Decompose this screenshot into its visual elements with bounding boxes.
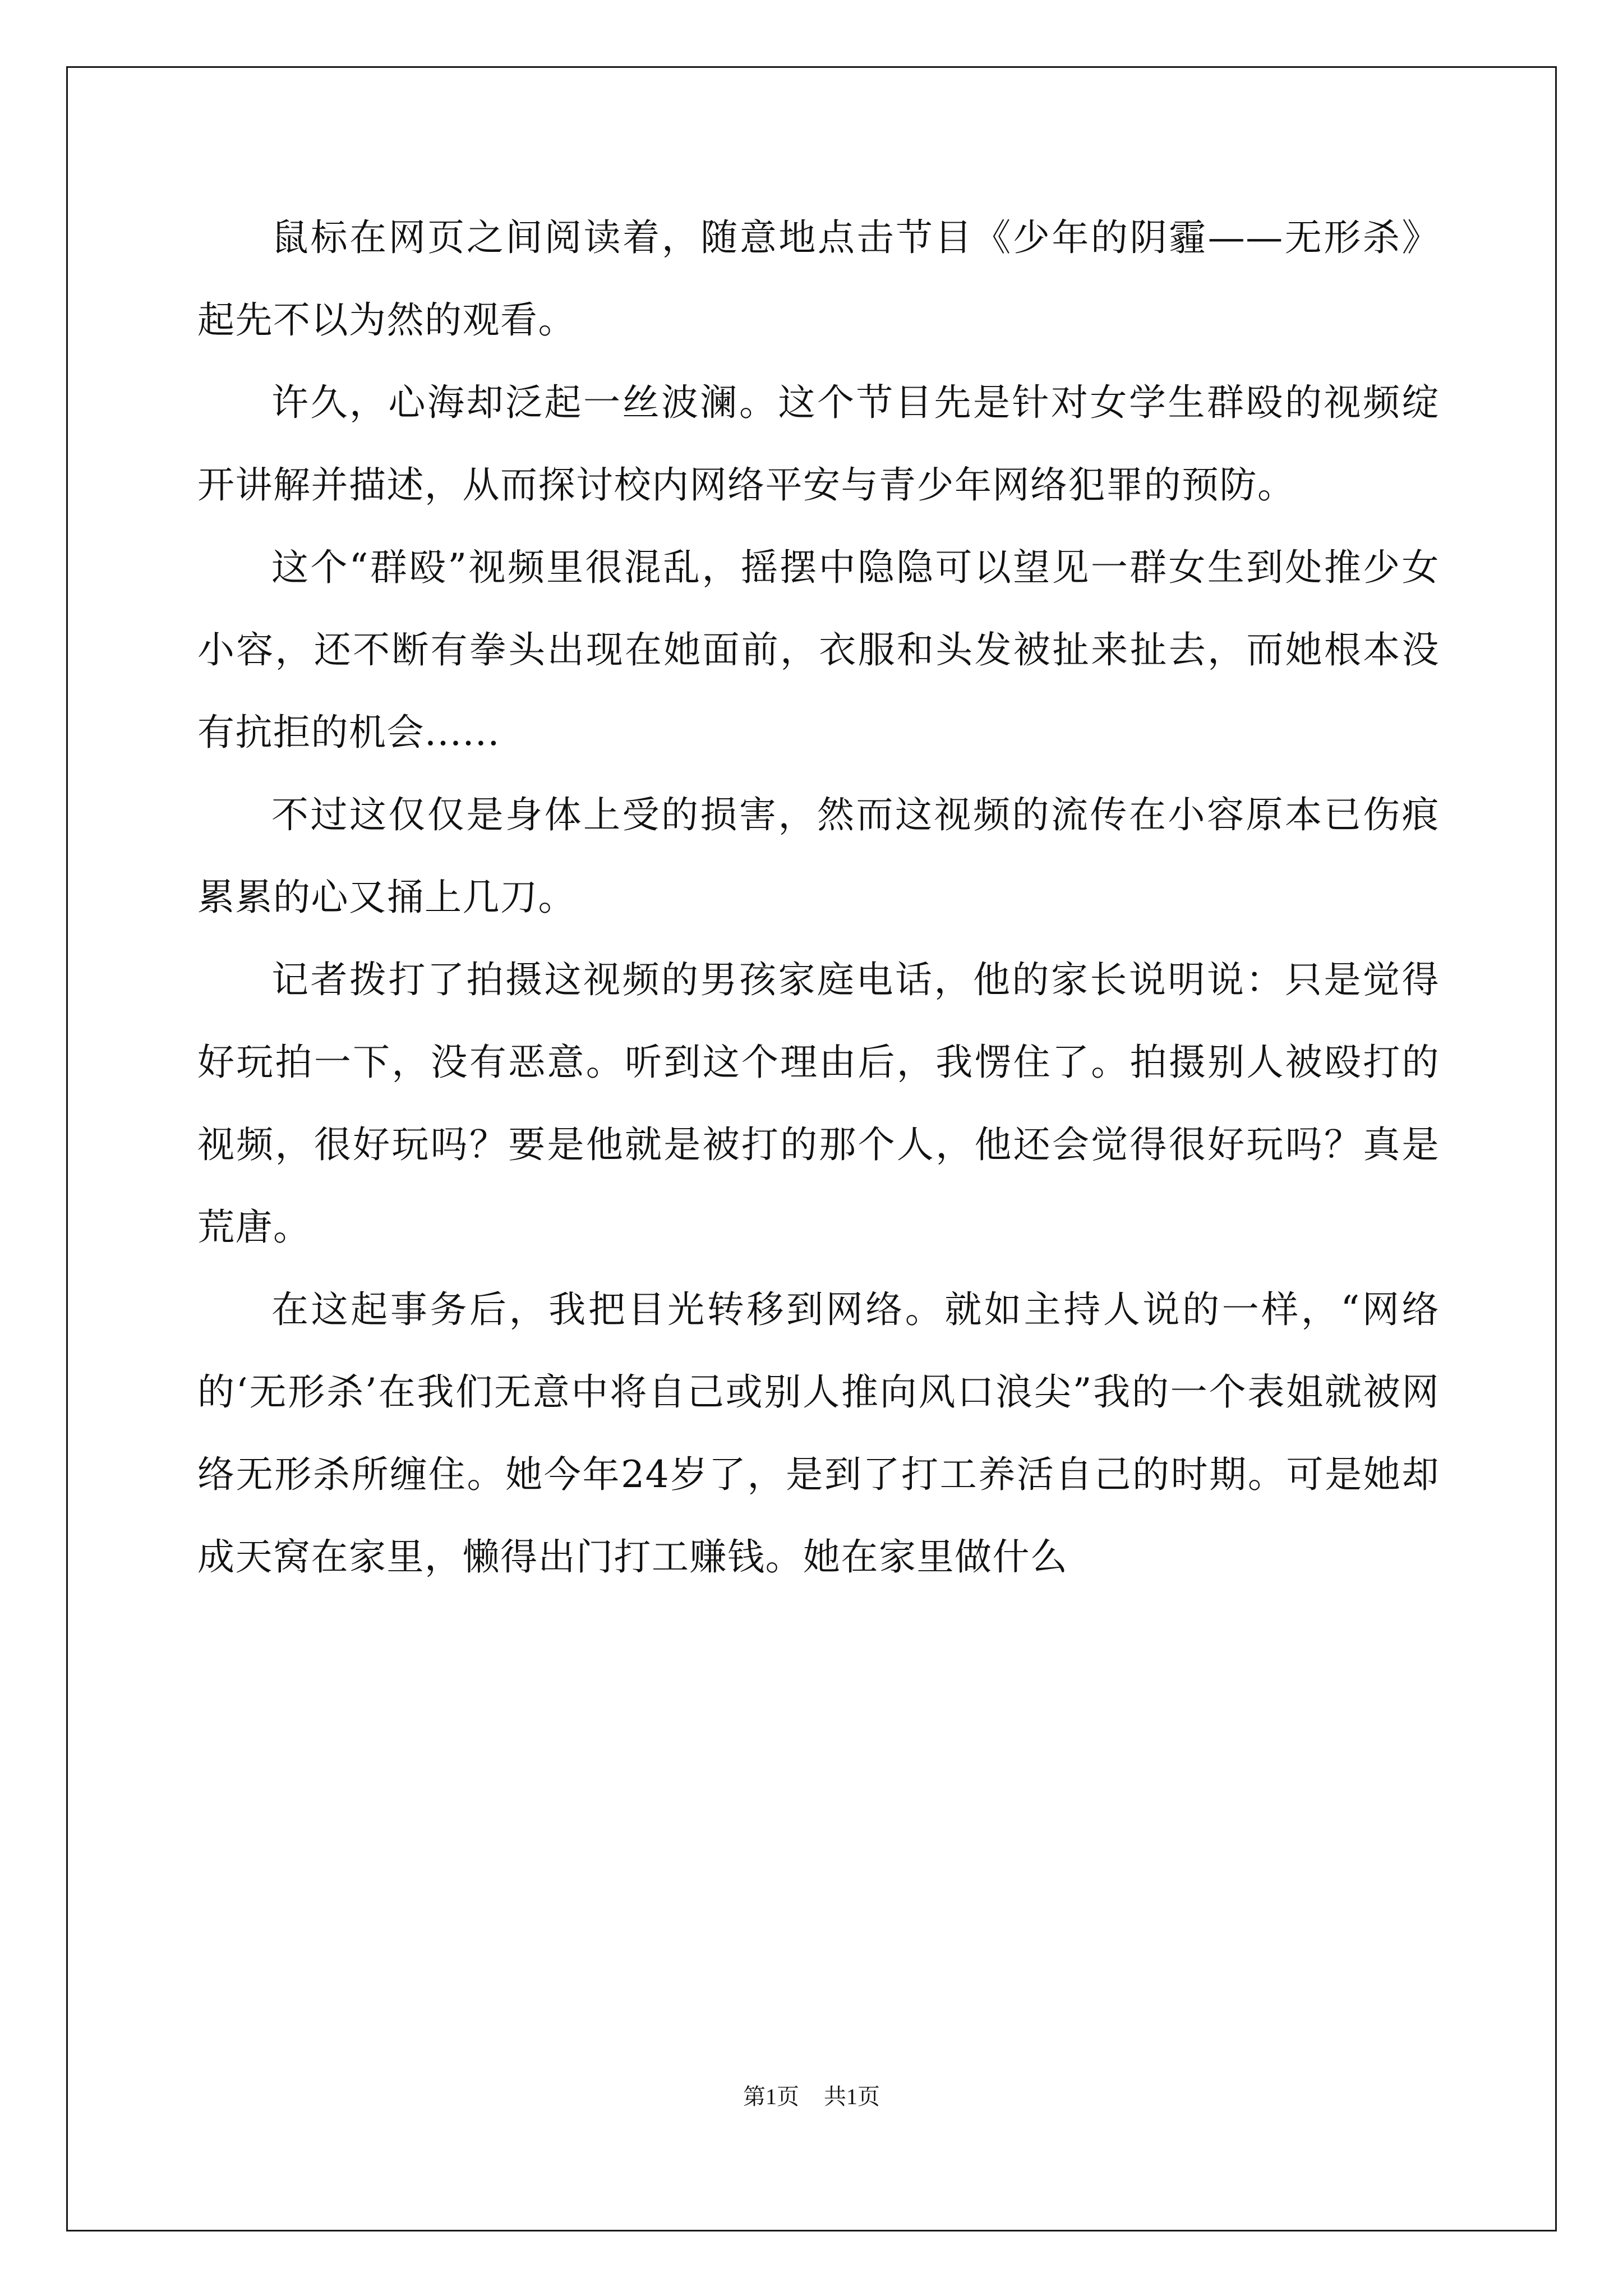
paragraph-1: 鼠标在网页之间阅读着，随意地点击节目《少年的阴霾——无形杀》起先不以为然的观看。 (197, 216, 1440, 342)
paragraph-5: 记者拨打了拍摄这视频的男孩家庭电话，他的家长说明说：只是觉得好玩拍一下，没有恶意。听到这个理由后，我愣住了。拍摄别人被殴打的视频，很好玩吗？要是他就是被打的那个人，他还会觉得很好玩吗？真是荒唐。 (197, 958, 1440, 1249)
paragraph-4: 不过这仅仅是身体上受的损害，然而这视频的流传在小容原本已伤痕累累的心又捅上几刀。 (197, 793, 1440, 919)
page-number: 第1页 (743, 2084, 799, 2109)
page-total: 共1页 (824, 2084, 880, 2109)
page-footer (0, 2079, 1623, 2111)
paragraph-6: 在这起事务后，我把目光转移到网络。就如主持人说的一样，“网络的‘无形杀’在我们无意中将自己或别人推向风口浪尖”我的一个表姐就被网络无形杀所缠住。她今年24岁了，是到了打工养活自己的时期。可是她却成天窝在家里，懒得出门打工赚钱。她在家里做什么 (197, 1288, 1440, 1579)
paragraph-2: 许久，心海却泛起一丝波澜。这个节目先是针对女学生群殴的视频绽开讲解并描述，从而探讨校内网络平安与青少年网络犯罪的预防。 (197, 381, 1440, 507)
paragraph-3: 这个“群殴”视频里很混乱，摇摆中隐隐可以望见一群女生到处推少女小容，还不断有拳头出现在她面前，衣服和头发被扯来扯去，而她根本没有抗拒的机会...... (197, 546, 1440, 754)
document-body (197, 196, 1440, 1598)
